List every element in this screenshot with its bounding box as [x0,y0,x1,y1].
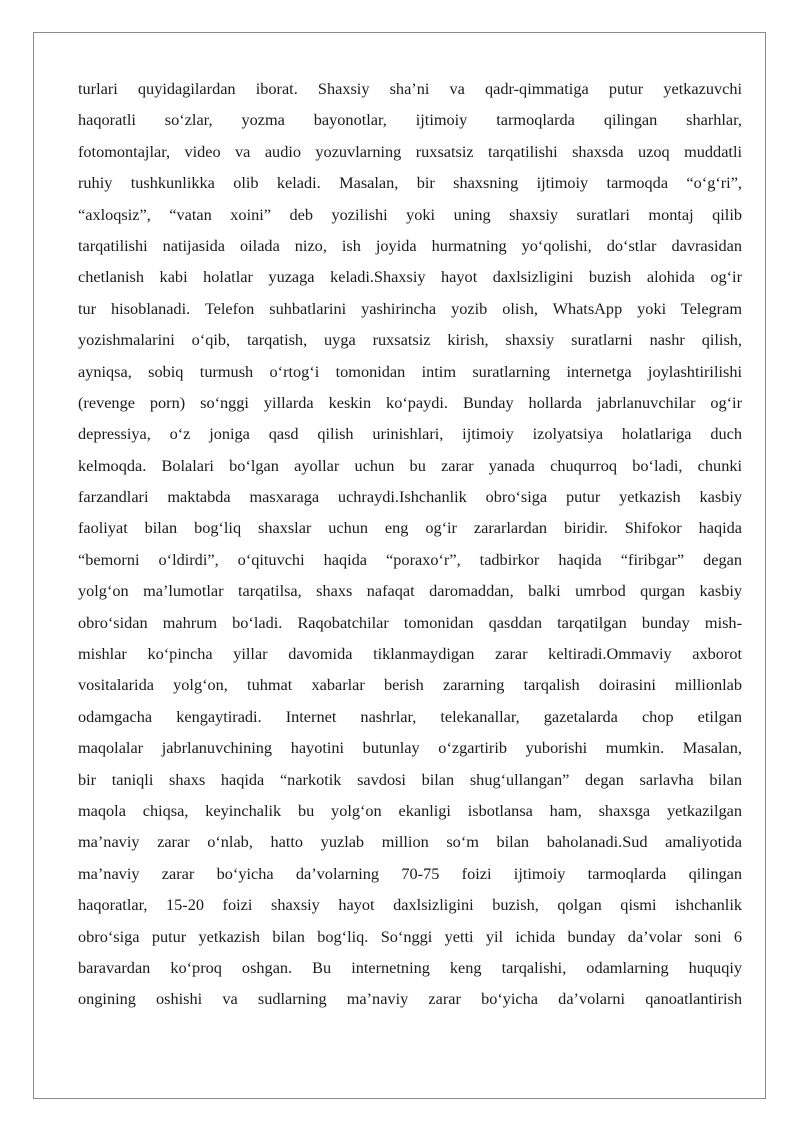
text-line: yozishmalarini o‘qib, tarqatish, uyga ruxsatsiz kirish, shaxsiy suratlarni nashr qilish, [78,330,742,350]
text-line: “axloqsiz”, “vatan xoini” deb yozilishi yoki uning shaxsiy suratlari montaj qilib [78,204,742,224]
text-line: ayniqsa, sobiq turmush o‘rtog‘i tomonidan intim suratlarning internetga joylashtirilishi [78,361,742,381]
text-line: chetlanish kabi holatlar yuzaga keladi.Shaxsiy hayot daxlsizligini buzish alohida og‘ir [78,267,742,287]
text-line: vositalarida yolg‘on, tuhmat xabarlar berish zararning tarqalish doirasini millionlab [78,675,742,695]
text-line: mishlar ko‘pincha yillar davomida tiklanmaydigan zarar keltiradi.Ommaviy axborot [78,644,742,664]
text-line: ma’naviy zarar o‘nlab, hatto yuzlab million so‘m bilan baholanadi.Sud amaliyotida [78,832,742,852]
text-line: faoliyat bilan bog‘liq shaxslar uchun eng og‘ir zararlardan biridir. Shifokor haqida [78,518,742,538]
page-frame [33,32,766,1099]
body-text [78,73,742,1015]
text-line: ongining oshishi va sudlarning ma’naviy zarar bo‘yicha da’volarni qanoatlantirish [78,989,742,1009]
text-line: tur hisoblanadi. Telefon suhbatlarini yashirincha yozib olish, WhatsApp yoki Telegram [78,298,742,318]
text-line: tarqatilishi natijasida oilada nizo, ish joyida hurmatning yo‘qolishi, do‘stlar davrasidan [78,235,742,255]
text-line: turlari quyidagilardan iborat. Shaxsiy sha’ni va qadr-qimmatiga putur yetkazuvchi [78,79,742,98]
text-line: fotomontajlar, video va audio yozuvlarning ruxsatsiz tarqatilishi shaxsda uzoq muddatli [78,141,742,161]
text-line: obro‘sidan mahrum bo‘ladi. Raqobatchilar tomonidan qasddan tarqatilgan bunday mish- [78,612,742,632]
text-line: maqolalar jabrlanuvchining hayotini butunlay o‘zgartirib yuborishi mumkin. Masalan, [78,738,742,758]
text-line: “bemorni o‘ldirdi”, o‘qituvchi haqida “poraxo‘r”, tadbirkor haqida “firibgar” degan [78,549,742,569]
text-line: haqoratlar, 15-20 foizi shaxsiy hayot daxlsizligini buzish, qolgan qismi ishchanlik [78,895,742,915]
text-line: farzandlari maktabda masxaraga uchraydi.Ishchanlik obro‘siga putur yetkazish kasbiy [78,487,742,507]
text-line: ruhiy tushkunlikka olib keladi. Masalan, bir shaxsning ijtimoiy tarmoqda “o‘g‘ri”, [78,173,742,193]
text-line: (revenge porn) so‘nggi yillarda keskin ko‘paydi. Bunday hollarda jabrlanuvchilar og‘ir [78,392,742,412]
text-line: obro‘siga putur yetkazish bilan bog‘liq. So‘nggi yetti yil ichida bunday da’volar soni 6 [78,926,742,946]
text-line: haqoratli so‘zlar, yozma bayonotlar, ijtimoiy tarmoqlarda qilingan sharhlar, [78,110,742,130]
text-line: depressiya, o‘z joniga qasd qilish urinishlari, ijtimoiy izolyatsiya holatlariga duch [78,424,742,444]
text-line: odamgacha kengaytiradi. Internet nashrlar, telekanallar, gazetalarda chop etilgan [78,706,742,726]
text-line: maqola chiqsa, keyinchalik bu yolg‘on ekanligi isbotlansa ham, shaxsga yetkazilgan [78,800,742,820]
text-line: ma’naviy zarar bo‘yicha da’volarning 70-75 foizi ijtimoiy tarmoqlarda qilingan [78,863,742,883]
text-line: kelmoqda. Bolalari bo‘lgan ayollar uchun bu zarar yanada chuqurroq bo‘ladi, chunki [78,455,742,475]
text-line: baravardan ko‘proq oshgan. Bu internetning keng tarqalishi, odamlarning huquqiy [78,957,742,977]
text-line: yolg‘on ma’lumotlar tarqatilsa, shaxs nafaqat daromaddan, balki umrbod qurgan kasbiy [78,581,742,601]
text-line: bir taniqli shaxs haqida “narkotik savdosi bilan shug‘ullangan” degan sarlavha bilan [78,769,742,789]
